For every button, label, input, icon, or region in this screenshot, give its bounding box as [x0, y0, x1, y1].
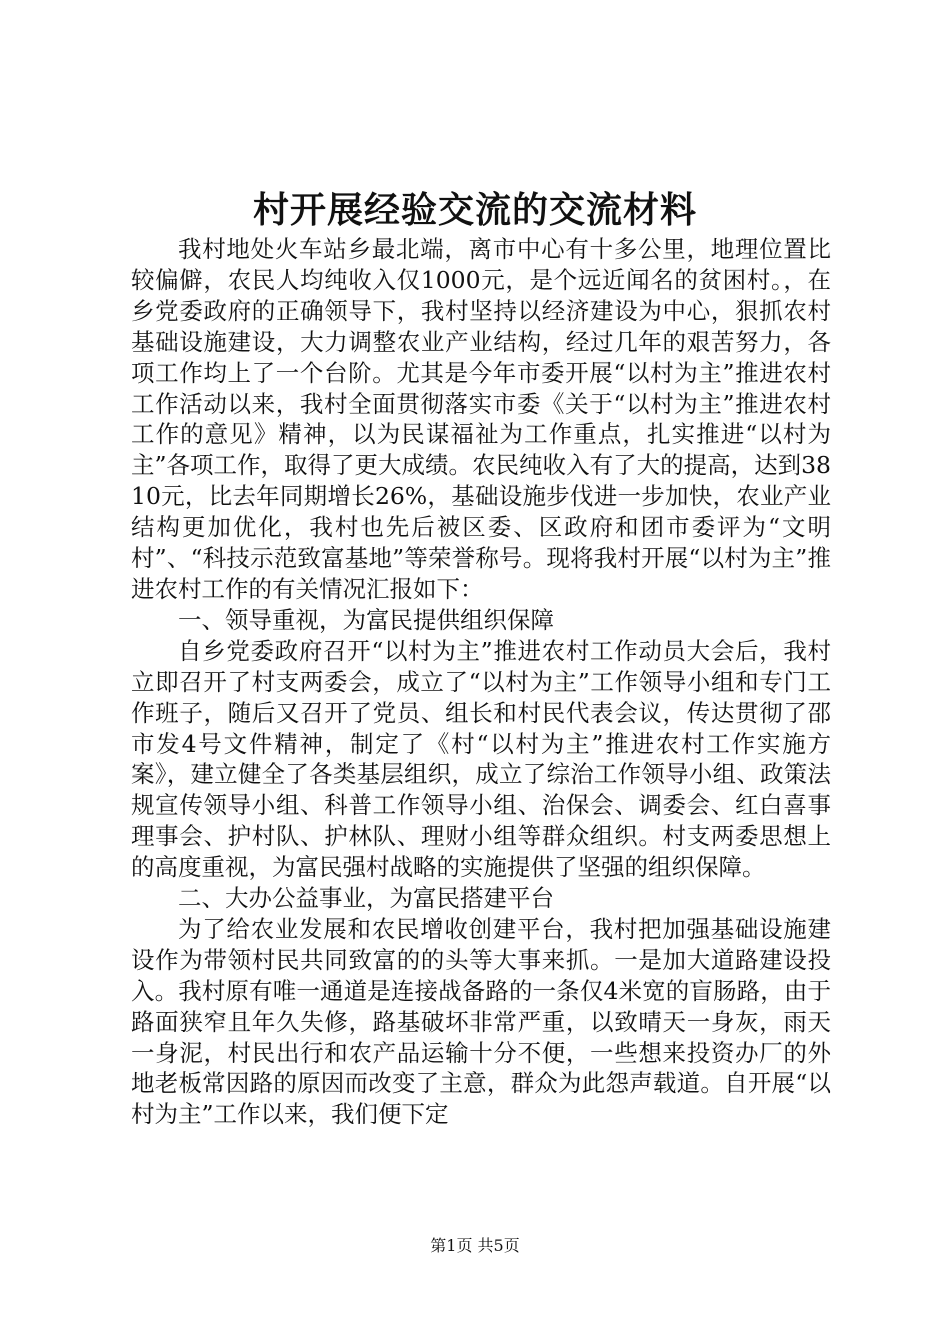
section-heading-2: 二、大办公益事业，为富民搭建平台: [178, 884, 554, 913]
section-2-paragraph: 为了给农业发展和农民增收创建平台，我村把加强基础设施建设作为带领村民共同致富的的头等大事来抓。一是加大道路建设投入。我村原有唯一通道是连接战备路的一条仅4米宽的盲肠路，由于路面狭窄且年久失修，路基破坏非常严重，以致晴天一身灰，雨天一身泥，村民出行和农产品运输十分不便，一些想来投资办厂的外地老板常因路的原因而改变了主意，群众为此怨声载道。自开展“以村为主”工作以来，我们便下定: [131, 914, 831, 1129]
section-heading-1: 一、领导重视，为富民提供组织保障: [178, 605, 554, 634]
page-footer: 第1页 共5页: [430, 1236, 520, 1255]
intro-paragraph: 我村地处火车站乡最北端，离市中心有十多公里，地理位置比较偏僻，农民人均纯收入仅1000元，是个远近闻名的贫困村。，在乡党委政府的正确领导下，我村坚持以经济建设为中心，狠抓农村基础设施建设，大力调整农业产业结构，经过几年的艰苦努力，各项工作均上了一个台阶。尤其是今年市委开展“以村为主”推进农村工作活动以来，我村全面贯彻落实市委《关于“以村为主”推进农村工作的意见》精神，以为民谋福祉为工作重点，扎实推进“以村为主”各项工作，取得了更大成绩。农民纯收入有了大的提高，达到3810元，比去年同期增长26%，基础设施步伐进一步加快，农业产业结构更加优化，我村也先后被区委、区政府和团市委评为“文明村”、“科技示范致富基地”等荣誉称号。现将我村开展“以村为主”推进农村工作的有关情况汇报如下：: [131, 235, 831, 603]
document-title: 村开展经验交流的交流材料: [252, 189, 697, 231]
section-1-paragraph: 自乡党委政府召开“以村为主”推进农村工作动员大会后，我村立即召开了村支两委会，成立了“以村为主”工作领导小组和专门工作班子，随后又召开了党员、组长和村民代表会议，传达贯彻了邵市发4号文件精神，制定了《村“以村为主”推进农村工作实施方案》，建立健全了各类基层组织，成立了综治工作领导小组、政策法规宣传领导小组、科普工作领导小组、治保会、调委会、红白喜事理事会、护村队、护林队、理财小组等群众组织。村支两委思想上的高度重视，为富民强村战略的实施提供了坚强的组织保障。: [131, 636, 831, 882]
document-body: [131, 234, 831, 1130]
